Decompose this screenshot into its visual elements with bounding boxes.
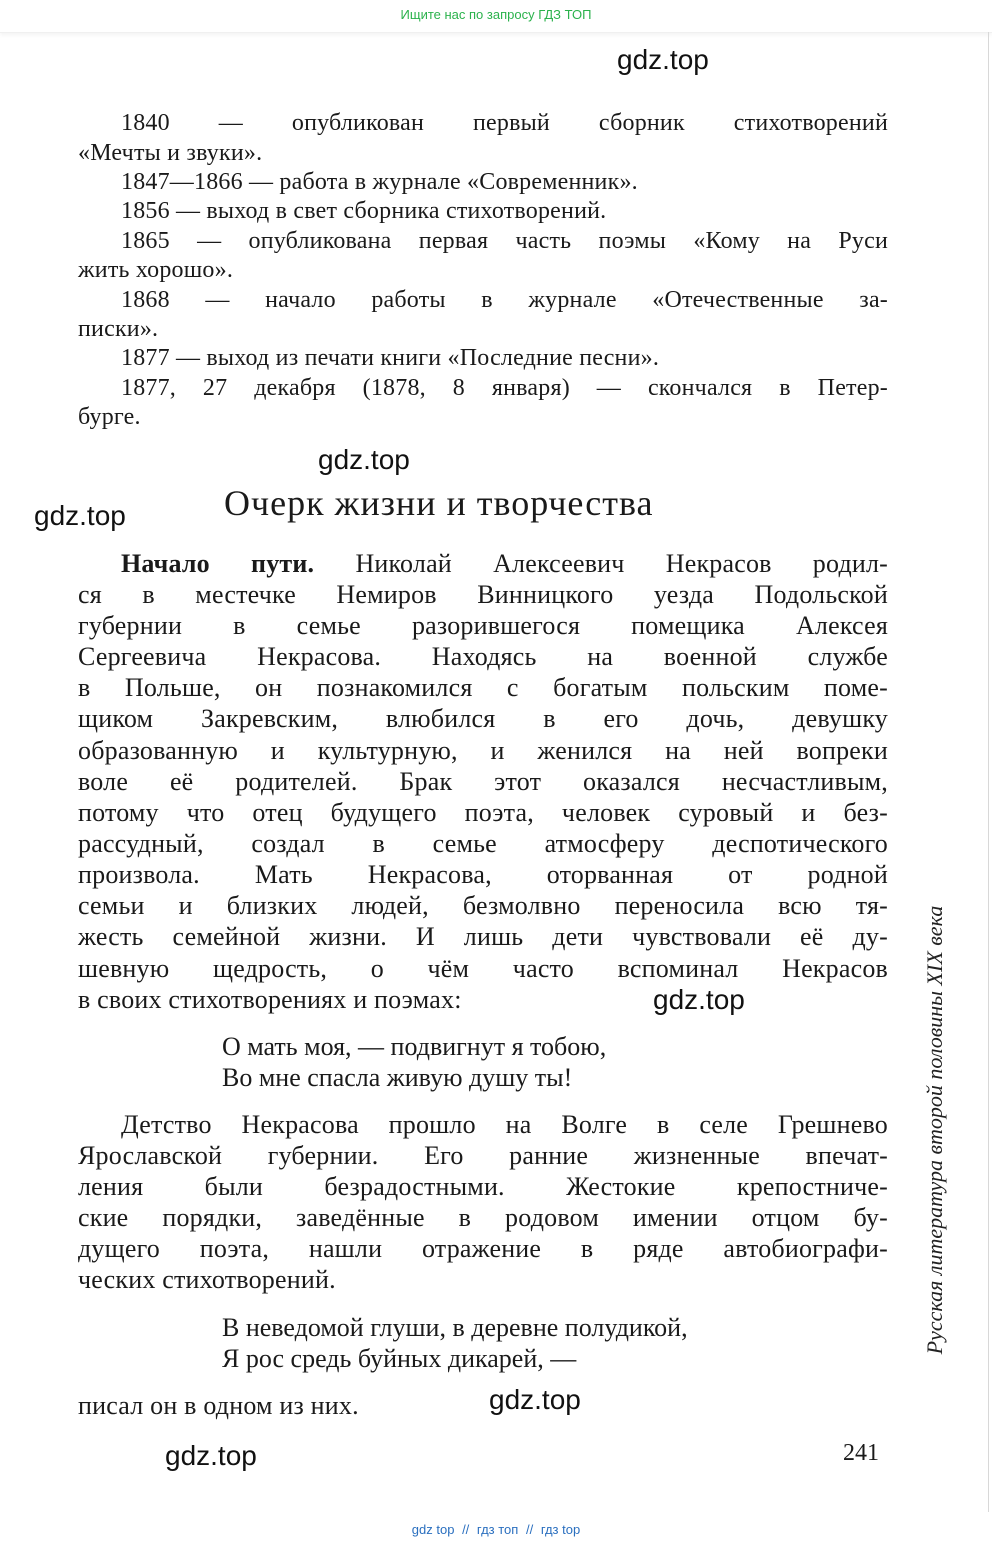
paragraph-line: воле её родителей. Брак этот оказался несчастливым, (78, 767, 888, 796)
paragraph-line: потому что отец будущего поэта, человек суровый и без- (78, 798, 888, 827)
paragraph-line: ления были безрадостными. Жестокие крепостниче- (78, 1172, 888, 1201)
chronology-line: жить хорошо». (78, 257, 234, 283)
paragraph-line: в своих стихотворениях и поэмах: (78, 985, 462, 1014)
verse-line: О мать моя, — подвигнут я тобою, (222, 1032, 607, 1061)
chronology-line: «Мечты и звуки». (78, 140, 263, 166)
paragraph-line: губернии в семье разорившегося помещика Алексея (78, 611, 888, 640)
section-heading: Очерк жизни и творчества (224, 483, 654, 523)
paragraph-line: образованную и культурную, и женился на ней вопреки (78, 736, 888, 765)
watermark: gdz.top (34, 500, 126, 531)
chronology-line: писки». (78, 316, 159, 342)
paragraph-line: Детство Некрасова прошло на Волге в селе Грешнево (121, 1110, 888, 1139)
chronology-line: бурге. (78, 404, 141, 430)
watermark: gdz.top (165, 1440, 257, 1471)
paragraph-line: ческих стихотворений. (78, 1265, 336, 1294)
paragraph-line: ся в местечке Немиров Винницкого уезда Подольской (78, 580, 888, 609)
page-number: 241 (843, 1440, 879, 1466)
footer-link[interactable]: гдз топ (476, 1522, 519, 1537)
watermark: gdz.top (489, 1384, 581, 1415)
paragraph-line: Ярославской губернии. Его ранние жизненные впечат- (78, 1141, 888, 1170)
paragraph-line: Начало пути. Николай Алексеевич Некрасов родил- (121, 549, 889, 578)
paragraph-line: дущего поэта, нашли отражение в ряде автобиографи- (78, 1234, 888, 1263)
chronology-line: 1865 — опубликована первая часть поэмы «Кому на Руси (121, 228, 888, 254)
chronology-line: 1840 — опубликован первый сборник стихотворений (121, 110, 888, 136)
paragraph-line: в Польше, он познакомился с богатым польским поме- (78, 673, 888, 702)
page-edge (988, 32, 989, 1512)
paragraph-line: рассудный, создал в семье атмосферу деспотического (78, 829, 888, 858)
verse-line: В неведомой глуши, в деревне полудикой, (222, 1313, 688, 1342)
paragraph-line: щиком Закревским, влюбился в его дочь, девушку (78, 704, 888, 733)
paragraph-line: шевную щедрость, о чём часто вспоминал Некрасов (78, 954, 888, 983)
closing-line: писал он в одном из них. (78, 1391, 359, 1420)
footer-separator: // (462, 1522, 470, 1537)
paragraph-line: жесть семейной жизни. И лишь дети чувствовали её ду- (78, 922, 888, 951)
top-banner[interactable]: Ищите нас по запросу ГДЗ ТОП (0, 0, 992, 33)
side-caption: Русская литература второй половины XIX века (922, 905, 947, 1355)
section-lead: Начало пути. (121, 549, 315, 578)
watermark: gdz.top (653, 984, 745, 1015)
chronology-line: 1877 — выход из печати книги «Последние песни». (121, 345, 660, 371)
footer-links (0, 1522, 992, 1537)
footer-link[interactable]: gdz top (411, 1522, 455, 1537)
paragraph-line: Сергеевича Некрасова. Находясь на военной службе (78, 642, 888, 671)
footer-separator: // (525, 1522, 534, 1537)
chronology-line: 1868 — начало работы в журнале «Отечественные за- (121, 287, 888, 313)
chronology-line: 1856 — выход в свет сборника стихотворений. (121, 198, 607, 224)
watermark: gdz.top (318, 444, 410, 475)
paragraph-line: семьи и близких людей, безмолвно переносила всю тя- (78, 891, 888, 920)
paragraph-line: ские порядки, заведённые в родовом имении отцом бу- (78, 1203, 888, 1232)
chronology-line: 1877, 27 декабря (1878, 8 января) — скончался в Петер- (121, 375, 888, 401)
footer-link[interactable]: гдз top (540, 1522, 581, 1537)
chronology-line: 1847—1866 — работа в журнале «Современник». (121, 169, 638, 195)
paragraph-line: произвола. Мать Некрасова, оторванная от родной (78, 860, 888, 889)
watermark: gdz.top (617, 44, 709, 75)
verse-line: Во мне спасла живую душу ты! (222, 1063, 573, 1092)
verse-line: Я рос средь буйных дикарей, — (222, 1344, 577, 1373)
